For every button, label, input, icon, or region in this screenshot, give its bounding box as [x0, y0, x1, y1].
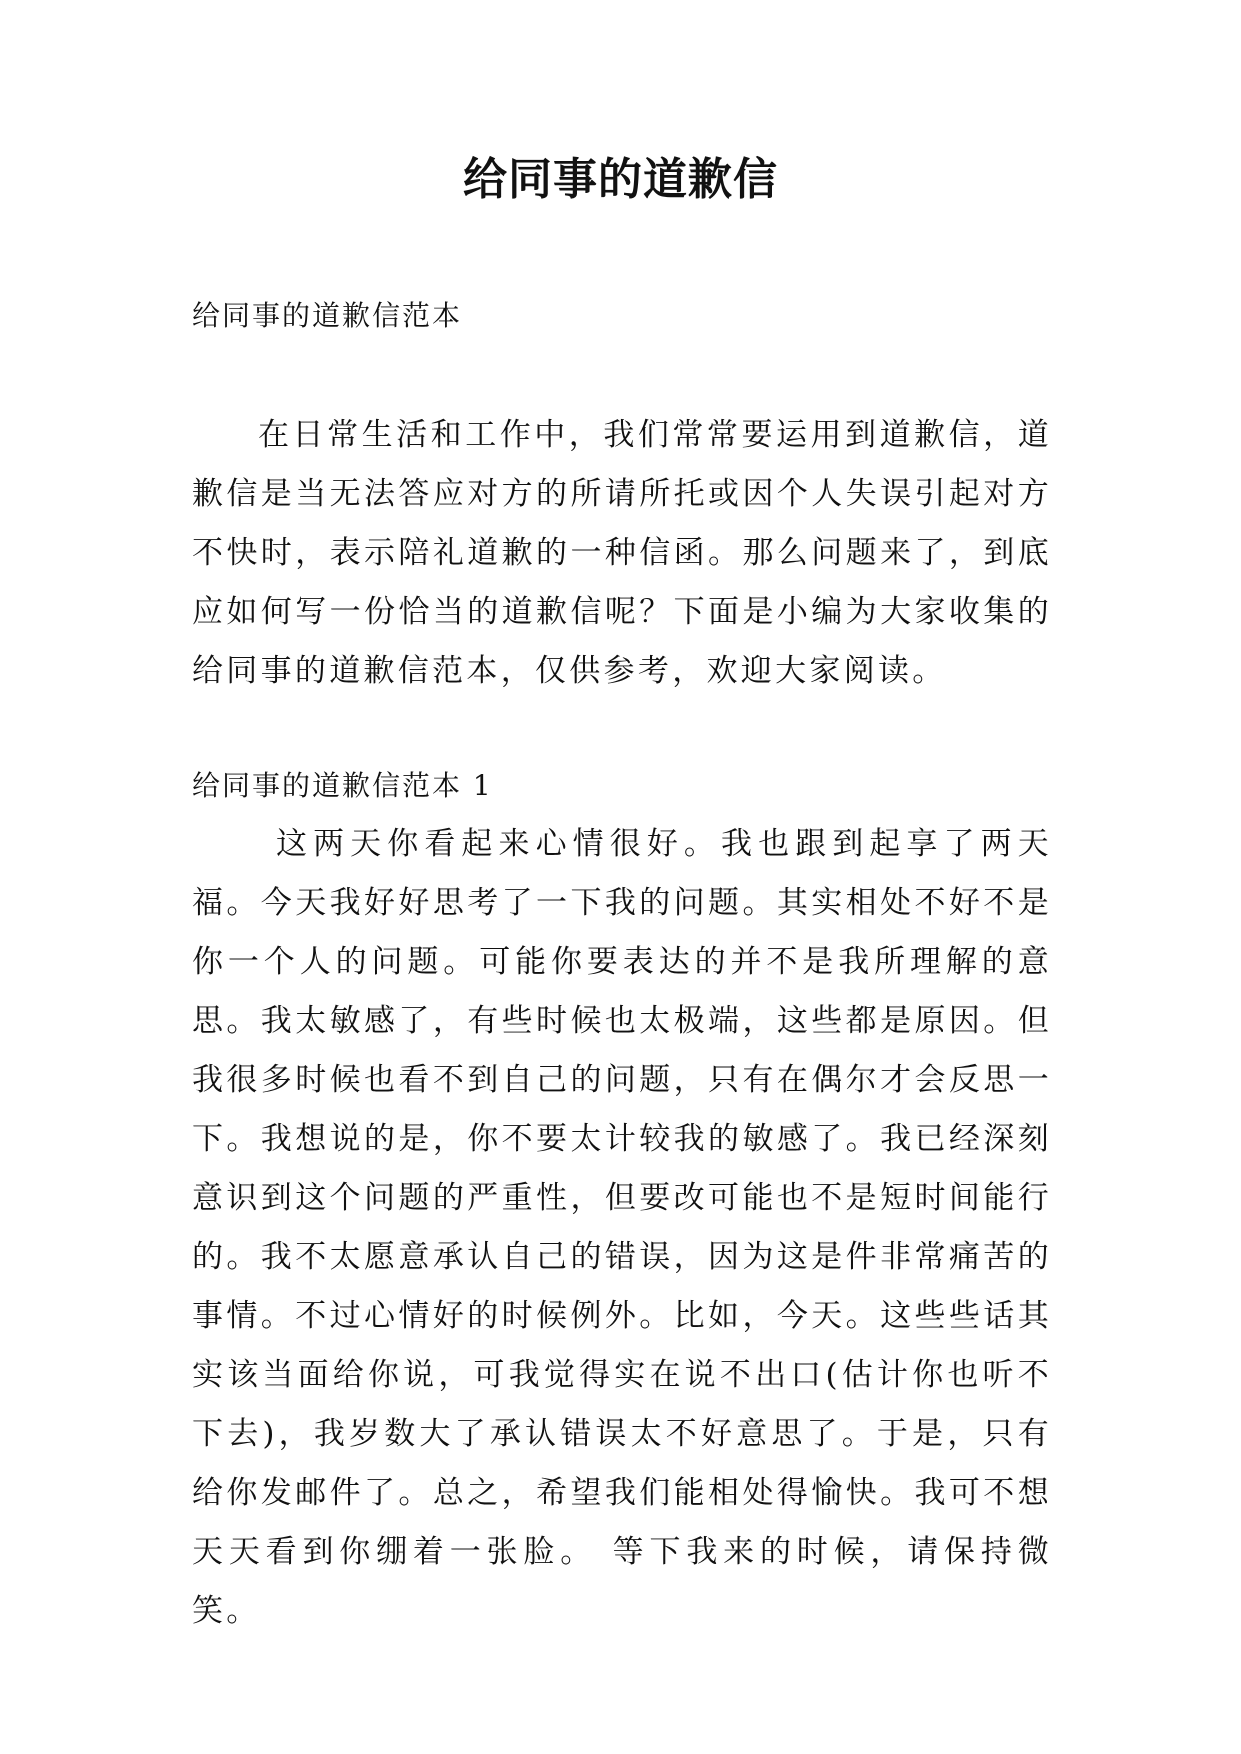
sample-paragraph: 这两天你看起来心情很好。我也跟到起享了两天福。今天我好好思考了一下我的问题。其实相处不好不是你一个人的问题。可能你要表达的并不是我所理解的意思。我太敏感了，有些时候也太极端，这些都是原因。但我很多时候也看不到自己的问题，只有在偶尔才会反思一下。我想说的是，你不要太计较我的敏感了。我已经深刻意识到这个问题的严重性，但要改可能也不是短时间能行的。我不太愿意承认自己的错误，因为这是件非常痛苦的事情。不过心情好的时候例外。比如，今天。这些些话其实该当面给你说，可我觉得实在说不出口(估计你也听不下去)，我岁数大了承认错误太不好意思了。于是，只有给你发邮件了。总之，希望我们能相处得愉快。我可不想天天看到你绷着一张脸。 等下我来的时候，请保持微笑。 [192, 826, 1052, 1629]
intro-paragraph: 在日常生活和工作中，我们常常要运用到道歉信，道歉信是当无法答应对方的所请所托或因个人失误引起对方不快时，表示陪礼道歉的一种信函。那么问题来了，到底应如何写一份恰当的道歉信呢？下面是小编为大家收集的给同事的道歉信范本，仅供参考，欢迎大家阅读。 [192, 417, 1052, 689]
document-title: 给同事的道歉信 [463, 154, 778, 205]
sample-heading: 给同事的道歉信范本 1 [192, 769, 493, 802]
section-heading: 给同事的道歉信范本 [192, 299, 463, 332]
